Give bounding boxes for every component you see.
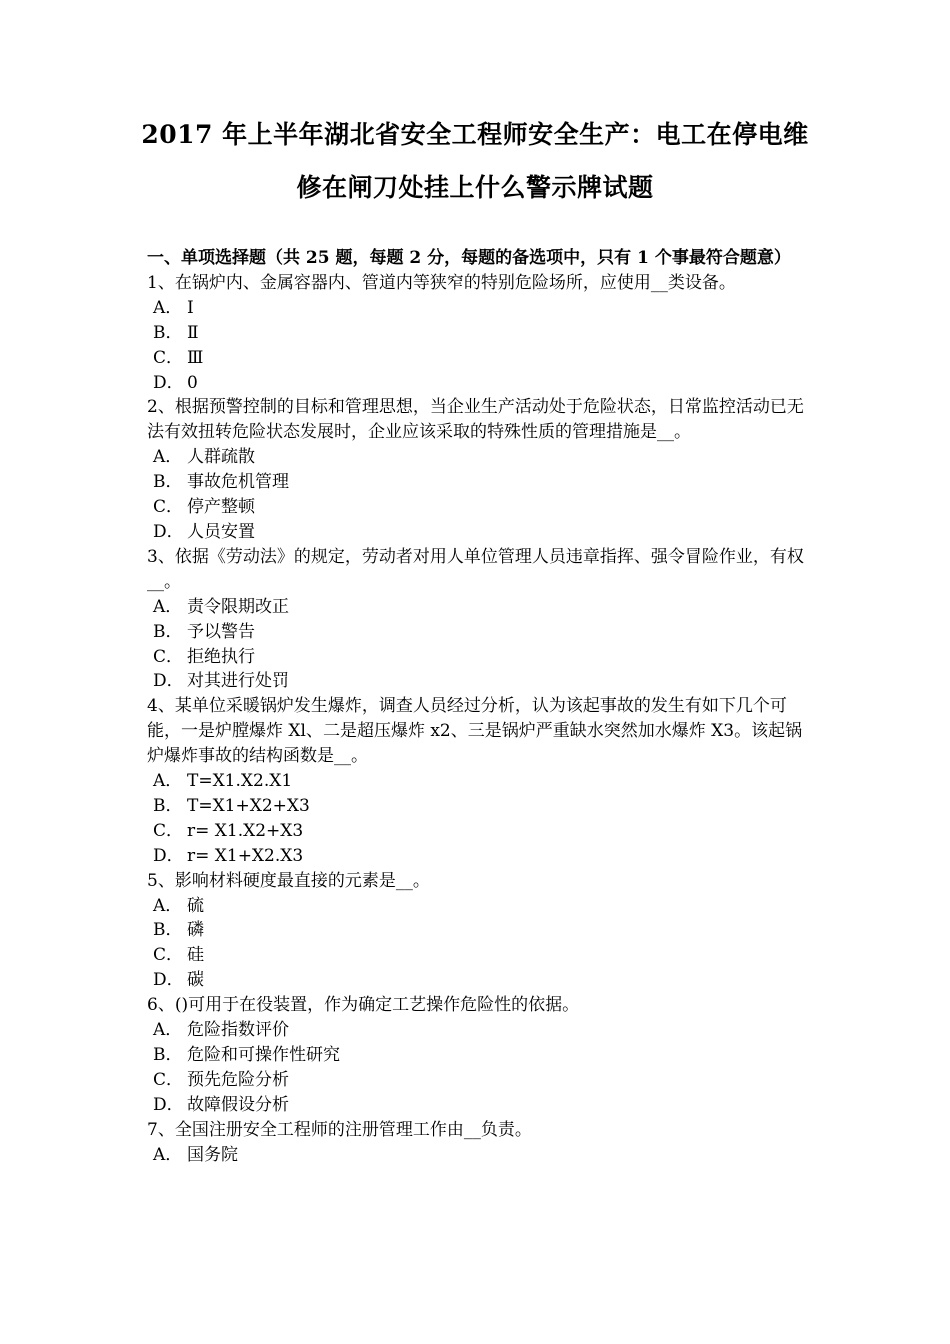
answer-option bbox=[147, 595, 817, 620]
answer-option bbox=[147, 1043, 817, 1068]
answer-option bbox=[147, 918, 817, 943]
option-letter: B． bbox=[153, 1045, 183, 1065]
option-text: 停产整顿 bbox=[187, 497, 255, 518]
option-letter: B． bbox=[153, 795, 183, 816]
answer-option bbox=[147, 968, 817, 993]
option-letter: A． bbox=[153, 447, 183, 468]
option-text: 故障假设分析 bbox=[187, 1094, 289, 1115]
document-title-line-1: 2017 年上半年湖北省安全工程师安全生产：电工在停电维 bbox=[141, 120, 809, 149]
answer-option bbox=[147, 520, 817, 545]
option-text: 国务院 bbox=[187, 1144, 238, 1165]
answer-option bbox=[147, 470, 817, 495]
option-text: Ⅲ bbox=[187, 347, 204, 368]
answer-option bbox=[147, 894, 817, 919]
option-text: 预先危险分析 bbox=[187, 1069, 289, 1090]
option-text: r= X1.X2+X3 bbox=[187, 820, 304, 841]
question-1 bbox=[147, 271, 817, 396]
option-letter: D． bbox=[153, 671, 184, 692]
document-body bbox=[147, 246, 817, 1168]
question-stem: 6、()可用于在役装置，作为确定工艺操作危险性的依据。 bbox=[147, 995, 580, 1016]
option-text: T=X1+X2+X3 bbox=[187, 795, 310, 816]
answer-option bbox=[147, 645, 817, 670]
option-letter: A． bbox=[153, 771, 183, 792]
option-text: 0 bbox=[187, 372, 198, 393]
answer-option bbox=[147, 943, 817, 968]
answer-option bbox=[147, 1093, 817, 1118]
answer-option bbox=[147, 346, 817, 371]
option-text: 人群疏散 bbox=[187, 447, 255, 468]
option-text: 拒绝执行 bbox=[187, 646, 255, 667]
answer-option bbox=[147, 445, 817, 470]
answer-option bbox=[147, 769, 817, 794]
answer-option bbox=[147, 819, 817, 844]
option-text: 人员安置 bbox=[187, 521, 255, 542]
option-text: 危险和可操作性研究 bbox=[187, 1045, 340, 1065]
answer-option bbox=[147, 1018, 817, 1043]
question-stem: 1、在锅炉内、金属容器内、管道内等狭窄的特别危险场所，应使用__类设备。 bbox=[147, 272, 736, 293]
option-letter: A． bbox=[153, 1144, 183, 1165]
option-text: r= X1+X2.X3 bbox=[187, 845, 304, 866]
option-text: Ⅱ bbox=[187, 322, 199, 343]
question-list bbox=[147, 271, 817, 1168]
option-text: T=X1.X2.X1 bbox=[187, 771, 293, 792]
question-5 bbox=[147, 869, 817, 994]
option-text: 硅 bbox=[187, 945, 204, 966]
option-letter: A． bbox=[153, 596, 183, 617]
question-3 bbox=[147, 545, 817, 694]
option-letter: C． bbox=[153, 646, 184, 667]
question-stem: 4、某单位采暖锅炉发生爆炸，调查人员经过分析，认为该起事故的发生有如下几个可能，一是炉膛爆炸 Xl、二是超压爆炸 x2、三是锅炉严重缺水突然加水爆炸 X3。该起锅炉爆炸事故的结构函数是__。 bbox=[147, 696, 803, 767]
option-letter: D． bbox=[153, 372, 184, 393]
answer-option bbox=[147, 669, 817, 694]
question-4 bbox=[147, 694, 817, 868]
question-stem: 3、依据《劳动法》的规定，劳动者对用人单位管理人员违章指挥、强令冒险作业，有权__。 bbox=[147, 546, 804, 592]
answer-option bbox=[147, 495, 817, 520]
option-letter: D． bbox=[153, 521, 184, 542]
option-letter: A． bbox=[153, 297, 183, 318]
answer-option bbox=[147, 1068, 817, 1093]
option-text: Ⅰ bbox=[187, 297, 194, 318]
answer-option bbox=[147, 794, 817, 819]
option-text: 危险指数评价 bbox=[187, 1020, 289, 1041]
option-letter: A． bbox=[153, 895, 183, 916]
option-letter: C． bbox=[153, 820, 184, 841]
question-7 bbox=[147, 1118, 817, 1168]
option-letter: C． bbox=[153, 1069, 184, 1090]
option-letter: C． bbox=[153, 945, 184, 966]
option-text: 事故危机管理 bbox=[187, 472, 289, 493]
option-text: 硫 bbox=[187, 895, 204, 916]
option-text: 责令限期改正 bbox=[187, 596, 289, 617]
question-stem: 5、影响材料硬度最直接的元素是__。 bbox=[147, 870, 430, 891]
option-letter: B． bbox=[153, 472, 183, 493]
answer-option bbox=[147, 844, 817, 869]
document-title-line-2: 修在闸刀处挂上什么警示牌试题 bbox=[296, 173, 654, 202]
option-letter: B． bbox=[153, 920, 183, 941]
question-stem: 2、根据预警控制的目标和管理思想，当企业生产活动处于危险状态，日常监控活动已无法有效扭转危险状态发展时，企业应该采取的特殊性质的管理措施是__。 bbox=[147, 397, 804, 443]
option-text: 对其进行处罚 bbox=[187, 671, 289, 692]
option-letter: D． bbox=[153, 970, 184, 991]
option-text: 磷 bbox=[187, 920, 204, 941]
question-stem: 7、全国注册安全工程师的注册管理工作由__负责。 bbox=[147, 1119, 532, 1140]
option-text: 碳 bbox=[187, 970, 204, 991]
answer-option bbox=[147, 1143, 817, 1168]
option-letter: A． bbox=[153, 1020, 183, 1041]
answer-option bbox=[147, 321, 817, 346]
option-letter: B． bbox=[153, 621, 183, 642]
answer-option bbox=[147, 371, 817, 396]
option-letter: B． bbox=[153, 322, 183, 343]
answer-option bbox=[147, 296, 817, 321]
option-text: 予以警告 bbox=[187, 621, 255, 642]
question-6 bbox=[147, 993, 817, 1118]
question-2 bbox=[147, 395, 817, 544]
option-letter: D． bbox=[153, 845, 184, 866]
answer-option bbox=[147, 620, 817, 645]
option-letter: D． bbox=[153, 1094, 184, 1115]
section-heading: 一、单项选择题（共 25 题，每题 2 分，每题的备选项中，只有 1 个事最符合题意） bbox=[147, 248, 791, 268]
option-letter: C． bbox=[153, 497, 184, 518]
option-letter: C． bbox=[153, 347, 184, 368]
